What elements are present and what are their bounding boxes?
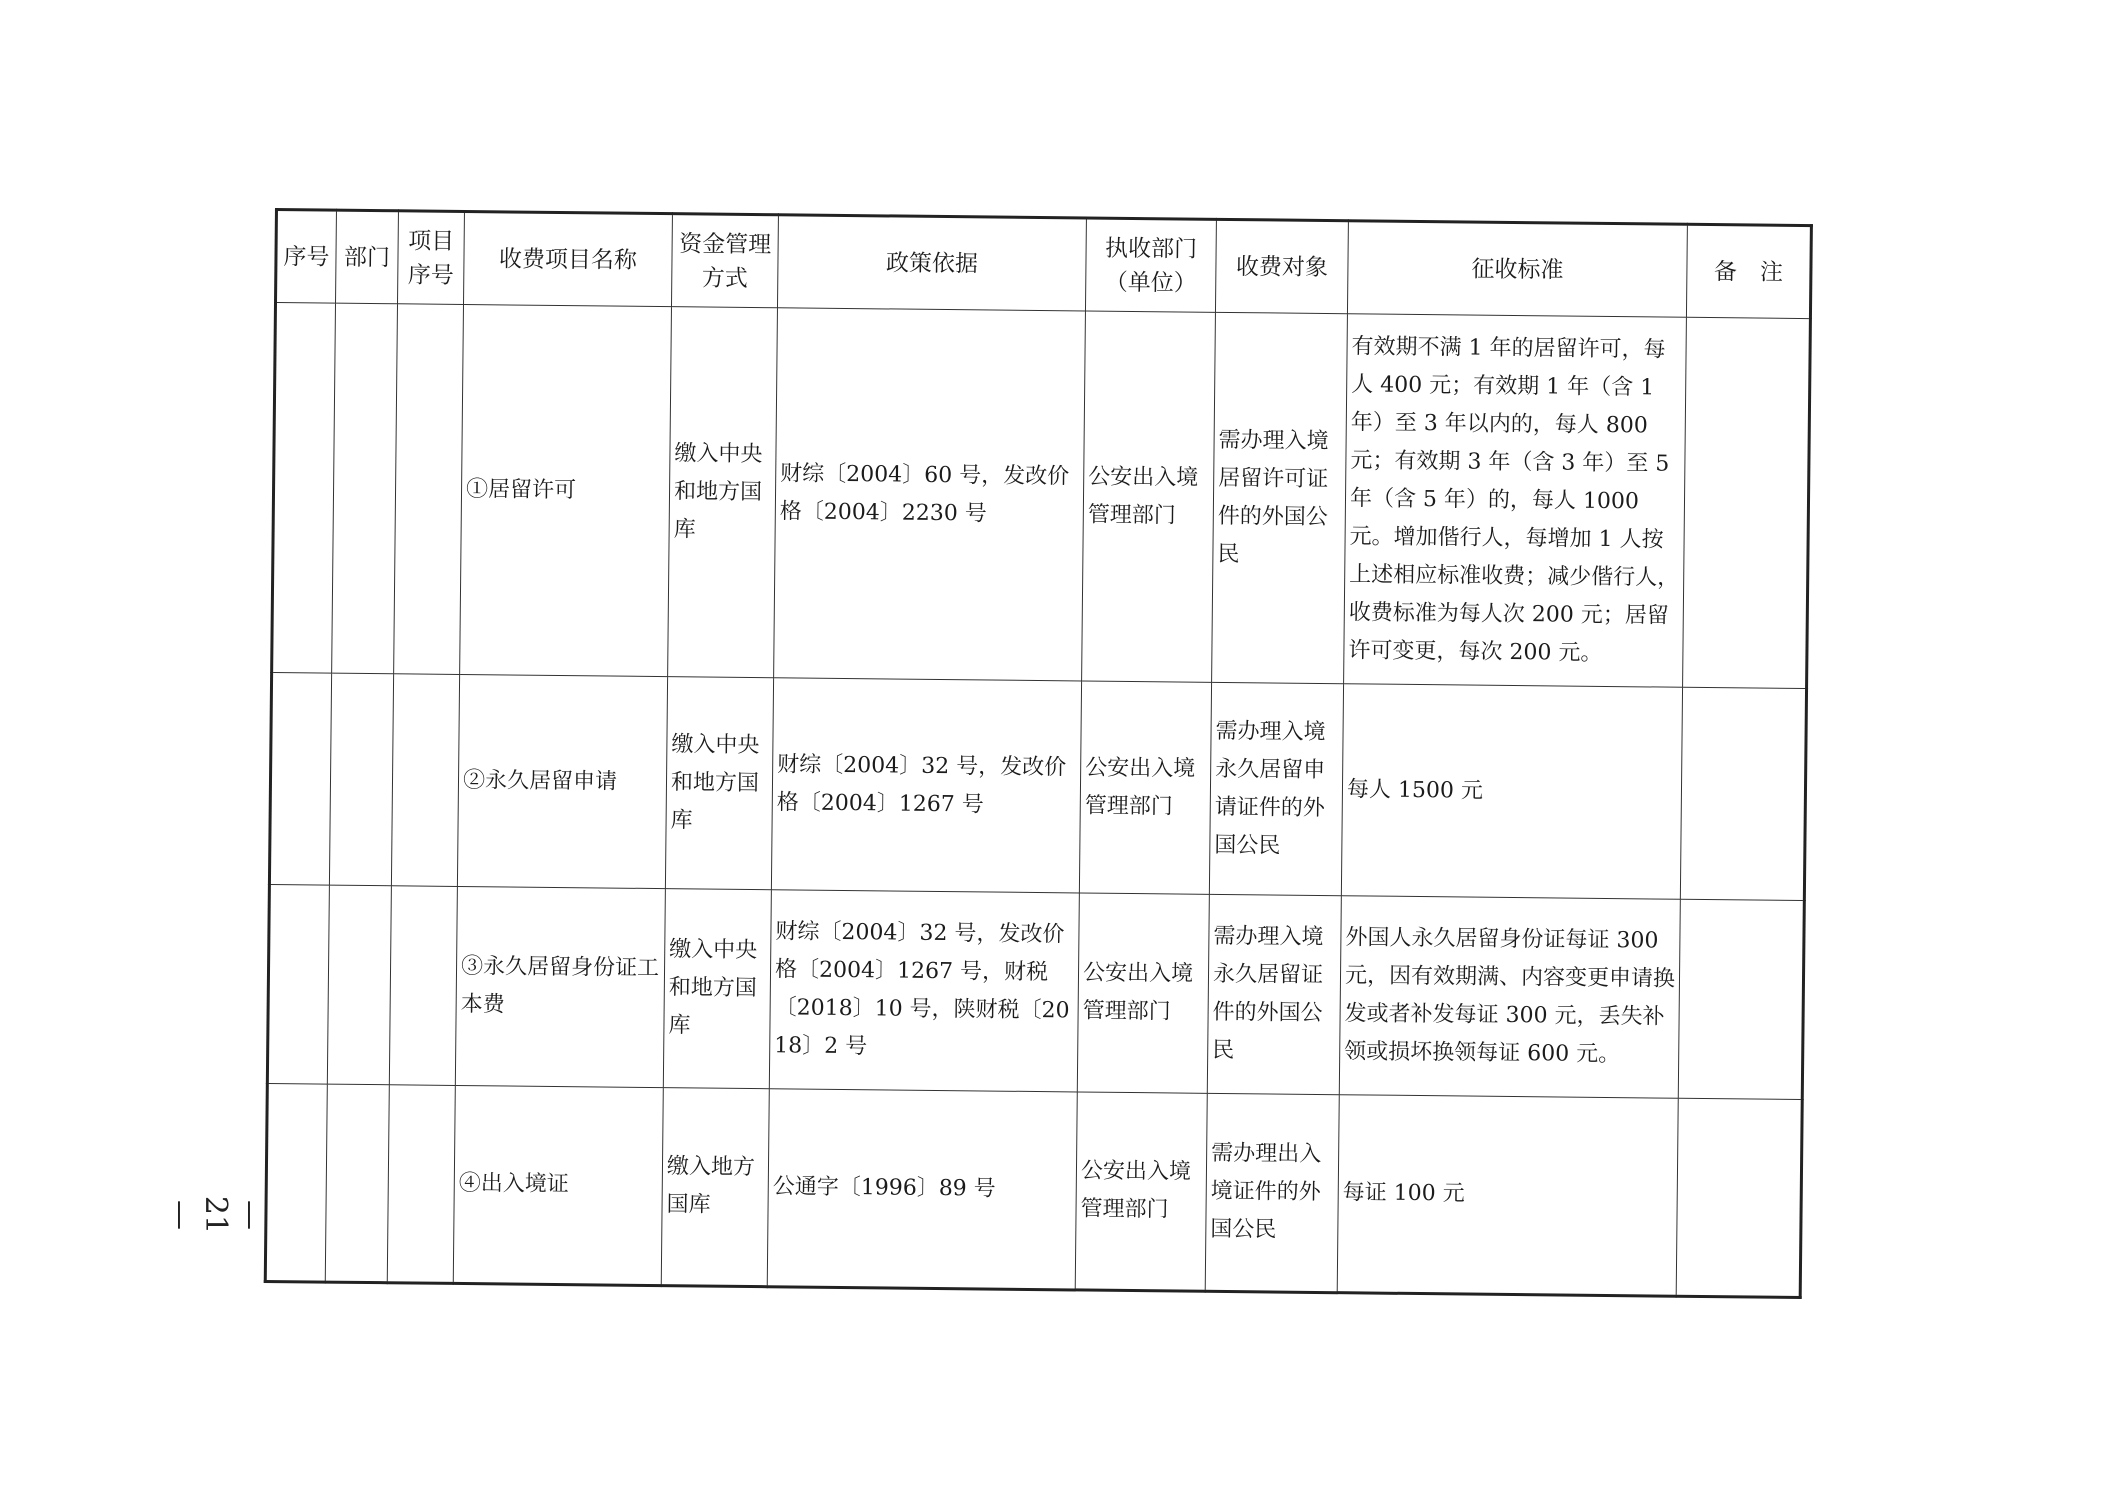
cell-fund-mgmt: 缴入中央和地方国库 (668, 307, 778, 678)
cell-seq (267, 884, 329, 1084)
cell-seq (265, 1083, 327, 1282)
cell-dept (325, 1084, 389, 1283)
cell-seq (272, 303, 336, 674)
cell-item-seq (394, 304, 464, 675)
header-dept: 部门 (336, 210, 399, 304)
cell-exec-dept: 公安出入境管理部门 (1075, 1092, 1207, 1291)
cell-remark (1678, 899, 1804, 1099)
header-row (276, 210, 1812, 319)
header-remark: 备 注 (1686, 224, 1811, 318)
cell-fund-mgmt: 缴入中央和地方国库 (665, 677, 773, 890)
table-row (269, 672, 1806, 900)
header-fund-mgmt: 资金管理方式 (671, 214, 778, 308)
table-row (265, 1083, 1802, 1297)
cell-fee-name: ③永久居留身份证工本费 (455, 886, 665, 1087)
header-item-seq: 项目序号 (398, 211, 465, 305)
cell-dept (327, 885, 391, 1085)
cell-fee-name: ④出入境证 (453, 1085, 663, 1285)
cell-exec-dept: 公安出入境管理部门 (1079, 681, 1211, 894)
cell-fund-mgmt: 缴入中央和地方国库 (663, 889, 771, 1089)
page-number: —21— (163, 1195, 268, 1235)
cell-item-seq (389, 886, 457, 1086)
cell-payer: 需办理出入境证件的外国公民 (1205, 1093, 1339, 1292)
table-row (272, 303, 1811, 689)
cell-payer: 需办理入境永久居留证件的外国公民 (1207, 894, 1341, 1094)
fee-table-container (264, 208, 1810, 1296)
header-seq: 序号 (276, 210, 337, 304)
cell-fee-name: ①居留许可 (460, 304, 672, 676)
cell-remark (1680, 687, 1806, 900)
cell-item-seq (387, 1085, 455, 1284)
cell-policy: 公通字〔1996〕89 号 (767, 1089, 1077, 1290)
header-payer: 收费对象 (1215, 219, 1348, 313)
cell-remark (1683, 317, 1811, 688)
cell-remark (1676, 1098, 1802, 1297)
cell-seq (269, 672, 331, 885)
cell-exec-dept: 公安出入境管理部门 (1077, 893, 1209, 1093)
header-fee-name: 收费项目名称 (464, 211, 673, 306)
header-exec-dept: 执收部门（单位） (1085, 218, 1216, 312)
cell-standard: 有效期不满 1 年的居留许可，每人 400 元；有效期 1 年（含 1 年）至 3 年以内的，每人 800 元；有效期 3 年（含 3 年）至 5 年（含 5 年）的，每人 1000 元。增加偕行人，每增加 1 人按上述相应标准收费；减少偕行人，收费标准为每人次 200 元；居留许可变更，每次 200 元。 (1344, 314, 1687, 688)
cell-standard: 每证 100 元 (1337, 1095, 1678, 1297)
cell-dept (329, 673, 393, 886)
cell-standard: 外国人永久居留身份证每证 300 元，因有效期满、内容变更申请换发或者补发每证 300 元，丢失补领或损坏换领每证 600 元。 (1339, 896, 1680, 1099)
cell-policy: 财综〔2004〕60 号，发改价格〔2004〕2230 号 (774, 308, 1086, 681)
fee-table (264, 208, 1813, 1299)
cell-exec-dept: 公安出入境管理部门 (1082, 311, 1216, 682)
cell-policy: 财综〔2004〕32 号，发改价格〔2004〕1267 号 (771, 678, 1081, 893)
cell-fee-name: ②永久居留申请 (457, 674, 667, 888)
cell-item-seq (391, 674, 459, 887)
cell-dept (332, 303, 398, 674)
cell-standard: 每人 1500 元 (1341, 684, 1682, 900)
cell-policy: 财综〔2004〕32 号，发改价格〔2004〕1267 号，财税〔2018〕10 号，陕财税〔2018〕2 号 (769, 890, 1079, 1092)
cell-payer: 需办理入境居留许可证件的外国公民 (1212, 312, 1348, 683)
table-row (267, 884, 1804, 1099)
cell-payer: 需办理入境永久居留申请证件的外国公民 (1209, 682, 1343, 895)
header-policy: 政策依据 (777, 215, 1086, 311)
cell-fund-mgmt: 缴入地方国库 (661, 1088, 769, 1287)
header-standard: 征收标准 (1347, 221, 1687, 318)
